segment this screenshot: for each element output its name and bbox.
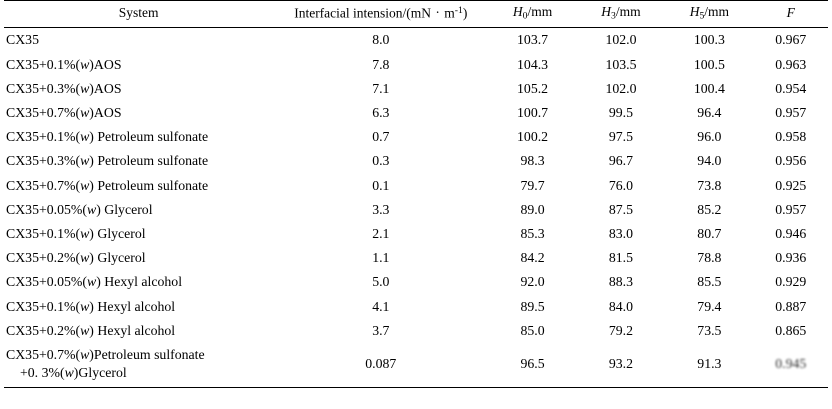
cell-system: CX35+0.1%(w) Hexyl alcohol: [6, 298, 176, 314]
cell-h3: 84.0: [608, 298, 634, 314]
cell-h5: 85.2: [697, 201, 722, 217]
cell-system: CX35+0.05%(w) Glycerol: [6, 201, 153, 217]
cell-f: 0.925: [775, 177, 807, 193]
column-header-h5: $H_5/mm$: [665, 1, 753, 28]
cell-h5: 96.0: [697, 129, 722, 145]
cell-h0: 100.7: [517, 105, 549, 121]
table-row: [4, 77, 828, 101]
cell-h0: 89.0: [520, 201, 545, 217]
cell-f: 0.865: [775, 322, 807, 338]
table-header: [4, 1, 828, 28]
cell-interfacial-tension: 5.0: [372, 274, 390, 290]
table-row: [4, 125, 828, 149]
cell-f: 0.936: [775, 250, 807, 266]
cell-h5: 80.7: [697, 226, 722, 242]
cell-interfacial-tension: 7.8: [372, 56, 390, 72]
table-row: [4, 149, 828, 173]
cell-h3: 81.5: [608, 250, 634, 266]
cell-system: CX35: [6, 32, 39, 48]
cell-interfacial-tension: 0.3: [372, 153, 390, 169]
cell-h5: 96.4: [697, 105, 722, 121]
cell-interfacial-tension: 1.1: [372, 250, 390, 266]
cell-system: CX35+0.1%(w) Glycerol: [6, 226, 146, 242]
cell-system: CX35+0.3%(w) Petroleum sulfonate: [6, 153, 209, 169]
column-header-f: F: [754, 1, 828, 28]
cell-f: 0.956: [775, 153, 807, 169]
cell-h0: 105.2: [517, 80, 549, 96]
cell-interfacial-tension: 2.1: [372, 226, 390, 242]
cell-h3: 76.0: [608, 177, 634, 193]
cell-h5: 78.8: [697, 250, 722, 266]
cell-h0: 85.3: [520, 226, 545, 242]
table-row: [4, 174, 828, 198]
cell-system: CX35+0.1%(w) Petroleum sulfonate: [6, 129, 209, 145]
data-table: [4, 0, 828, 388]
cell-interfacial-tension: 3.3: [372, 201, 390, 217]
cell-h0: 96.5: [488, 343, 576, 388]
cell-h0: 92.0: [520, 274, 545, 290]
cell-system: CX35+0.7%(w) Petroleum sulfonate: [6, 177, 209, 193]
cell-h3: 87.5: [608, 201, 634, 217]
cell-system: CX35+0.2%(w) Glycerol: [6, 250, 146, 266]
cell-h3: 103.5: [605, 56, 637, 72]
table-row: [4, 295, 828, 319]
cell-interfacial-tension: 4.1: [372, 298, 390, 314]
cell-interfacial-tension: 3.7: [372, 322, 390, 338]
cell-interfacial-tension: 7.1: [372, 80, 390, 96]
table-row: [4, 101, 828, 125]
cell-h5: 79.4: [697, 298, 722, 314]
cell-h3: 102.0: [605, 80, 637, 96]
cell-system: CX35+0.05%(w) Hexyl alcohol: [6, 274, 183, 290]
table-body: [4, 28, 828, 388]
cell-interfacial-tension: 6.3: [372, 105, 390, 121]
cell-f: 0.945: [754, 343, 828, 388]
cell-h5: 100.3: [693, 32, 725, 48]
table-row: [4, 270, 828, 294]
cell-h5: 100.5: [693, 56, 725, 72]
cell-h5: 91.3: [665, 343, 753, 388]
cell-f: 0.963: [775, 56, 807, 72]
cell-interfacial-tension: 0.7: [372, 129, 390, 145]
header-row: [4, 1, 828, 28]
cell-h5: 94.0: [697, 153, 722, 169]
cell-f: 0.967: [775, 32, 807, 48]
cell-f: 0.946: [775, 226, 807, 242]
cell-h3: 79.2: [608, 322, 634, 338]
cell-h3: 97.5: [608, 129, 634, 145]
table-row: [4, 53, 828, 77]
column-header-h0: $H_0/mm$: [488, 1, 576, 28]
cell-h0: 103.7: [517, 32, 549, 48]
cell-h0: 100.2: [517, 129, 549, 145]
cell-f: 0.957: [775, 105, 807, 121]
cell-h0: 85.0: [520, 322, 545, 338]
cell-f: 0.954: [775, 80, 807, 96]
cell-interfacial-tension: 8.0: [372, 32, 390, 48]
table-row: [4, 198, 828, 222]
cell-f: 0.887: [775, 298, 807, 314]
table-row: [4, 222, 828, 246]
cell-h3: 102.0: [605, 32, 637, 48]
cell-h5: 85.5: [697, 274, 722, 290]
column-header-system: System: [4, 1, 273, 28]
cell-h3: 83.0: [608, 226, 634, 242]
column-header-h3: $H_3/mm$: [577, 1, 665, 28]
cell-h5: 73.5: [697, 322, 722, 338]
table-row: [4, 319, 828, 343]
cell-h3: 88.3: [608, 274, 634, 290]
cell-h5: 100.4: [693, 80, 725, 96]
table-row: [4, 343, 828, 388]
cell-system: CX35+0.2%(w) Hexyl alcohol: [6, 322, 176, 338]
cell-h5: 73.8: [697, 177, 722, 193]
cell-f: 0.958: [775, 129, 807, 145]
cell-h0: 79.7: [520, 177, 545, 193]
cell-system: CX35+0.7%(w)AOS: [6, 105, 122, 121]
cell-f: 0.929: [775, 274, 807, 290]
cell-h3: 96.7: [608, 153, 634, 169]
cell-system: CX35+0.3%(w)AOS: [6, 80, 122, 96]
cell-system: CX35+0.1%(w)AOS: [6, 56, 122, 72]
table-row: [4, 246, 828, 270]
cell-h0: 89.5: [520, 298, 545, 314]
cell-interfacial-tension: 0.087: [273, 343, 488, 388]
cell-h0: 98.3: [520, 153, 545, 169]
cell-h0: 104.3: [517, 56, 549, 72]
cell-h0: 84.2: [520, 250, 545, 266]
cell-f: 0.957: [775, 201, 807, 217]
cell-h3: 93.2: [577, 343, 665, 388]
cell-interfacial-tension: 0.1: [372, 177, 390, 193]
column-header-interfacial-tension: Interfacial intension/(mN · $m^{-1}$): [273, 1, 488, 28]
cell-system: CX35+0.7%(w)Petroleum sulfonate +0. 3%(w)Glycerol: [4, 343, 273, 388]
table-row: [4, 28, 828, 53]
cell-h3: 99.5: [608, 105, 634, 121]
